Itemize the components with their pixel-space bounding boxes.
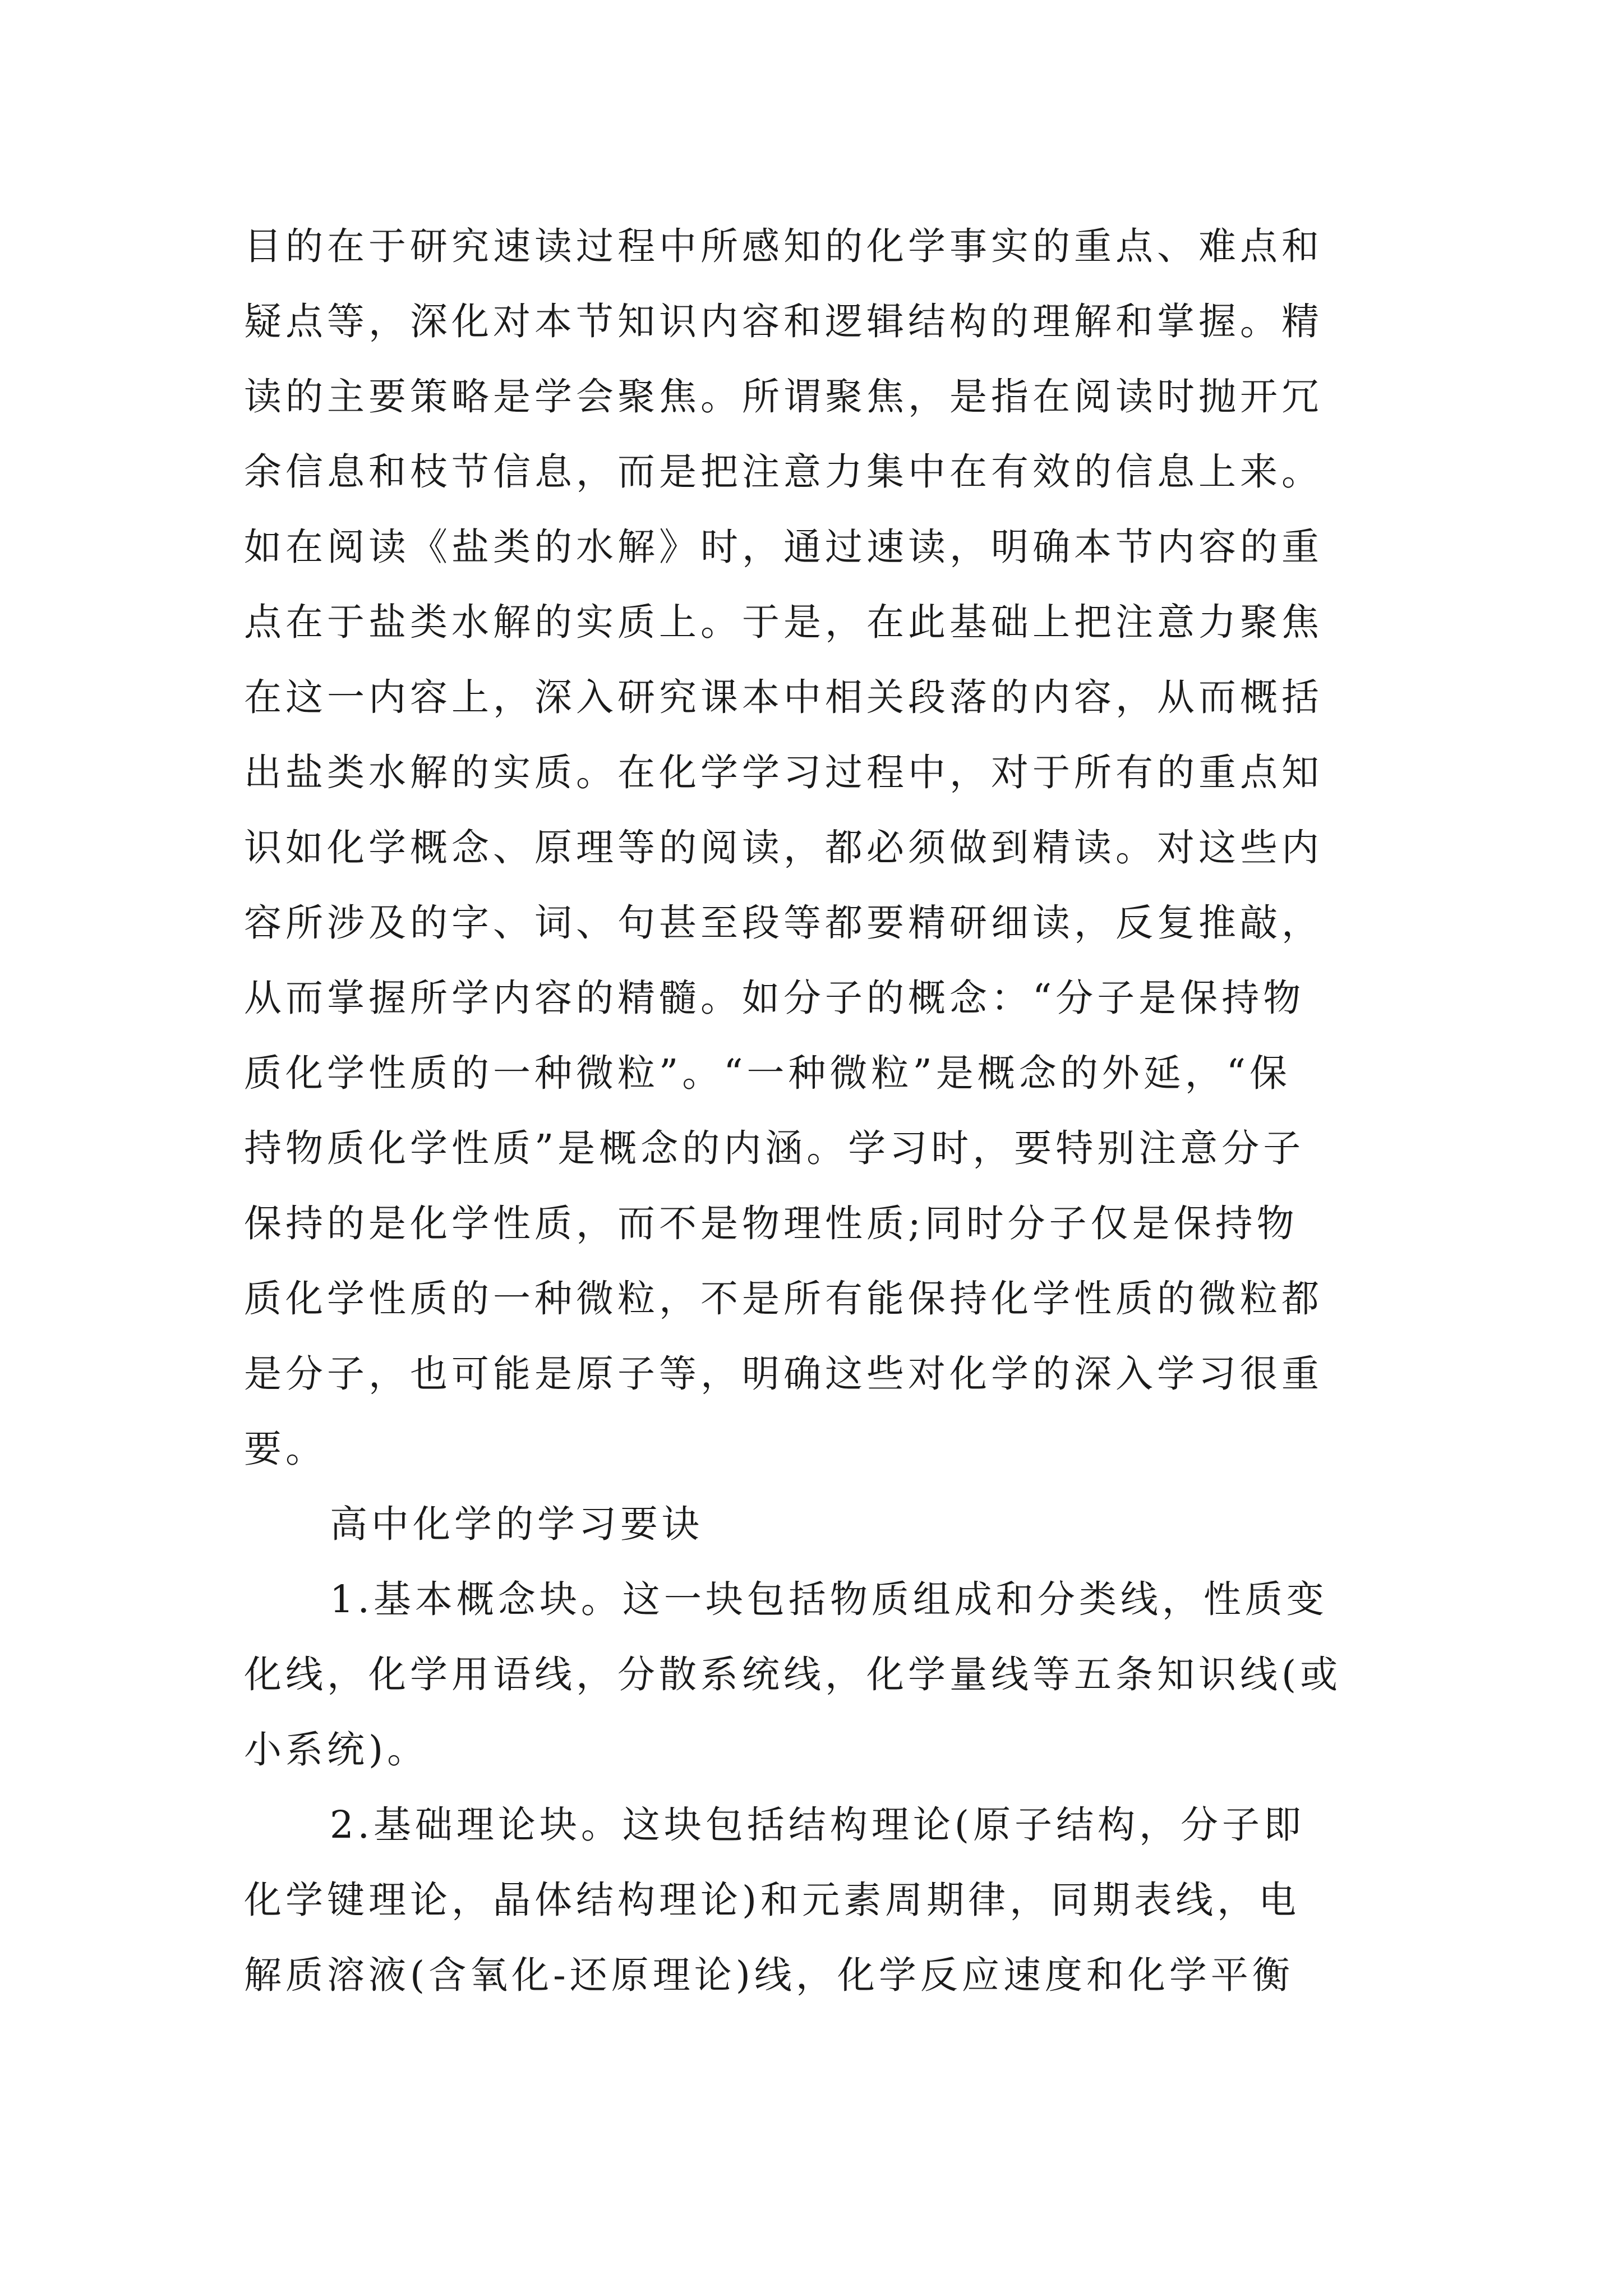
text-line: 读的主要策略是学会聚焦。所谓聚焦，是指在阅读时抛开冗 [244, 375, 1323, 418]
text-line: 识如化学概念、原理等的阅读，都必须做到精读。对这些内 [244, 826, 1323, 869]
text-line: 2.基础理论块。这块包括结构理论(原子结构，分子即 [330, 1803, 1306, 1847]
text-line: 要。 [244, 1427, 327, 1471]
text-line: 质化学性质的一种微粒”。“一种微粒”是概念的外延，“保 [244, 1051, 1292, 1095]
text-line: 出盐类水解的实质。在化学学习过程中，对于所有的重点知 [244, 751, 1323, 794]
text-line: 化线，化学用语线，分散系统线，化学量线等五条知识线(或 [244, 1653, 1342, 1696]
text-line: 疑点等，深化对本节知识内容和逻辑结构的理解和掌握。精 [244, 300, 1323, 343]
document-body [244, 209, 1388, 2013]
text-line: 1.基本概念块。这一块包括物质组成和分类线，性质变 [330, 1577, 1328, 1621]
section-heading: 高中化学的学习要诀 [330, 1502, 703, 1546]
text-line: 持物质化学性质”是概念的内涵。学习时，要特别注意分子 [244, 1126, 1305, 1170]
text-line: 在这一内容上，深入研究课本中相关段落的内容，从而概括 [244, 675, 1323, 719]
text-line: 余信息和枝节信息，而是把注意力集中在有效的信息上来。 [244, 450, 1323, 494]
text-line: 化学键理论，晶体结构理论)和元素周期律，同期表线，电 [244, 1878, 1301, 1922]
text-line: 小系统)。 [244, 1728, 429, 1772]
text-line: 如在阅读《盐类的水解》时，通过速读，明确本节内容的重 [244, 525, 1323, 569]
text-line: 保持的是化学性质，而不是物理性质;同时分子仅是保持物 [244, 1202, 1298, 1245]
text-line: 目的在于研究速读过程中所感知的化学事实的重点、难点和 [244, 224, 1323, 268]
text-line: 是分子，也可能是原子等，明确这些对化学的深入学习很重 [244, 1352, 1323, 1396]
text-line: 从而掌握所学内容的精髓。如分子的概念：“分子是保持物 [244, 976, 1305, 1020]
text-line: 解质溶液(含氧化-还原理论)线，化学反应速度和化学平衡 [244, 1953, 1294, 1997]
text-line: 点在于盐类水解的实质上。于是，在此基础上把注意力聚焦 [244, 600, 1323, 644]
text-line: 容所涉及的字、词、句甚至段等都要精研细读，反复推敲， [244, 901, 1323, 945]
text-line: 质化学性质的一种微粒，不是所有能保持化学性质的微粒都 [244, 1277, 1323, 1320]
